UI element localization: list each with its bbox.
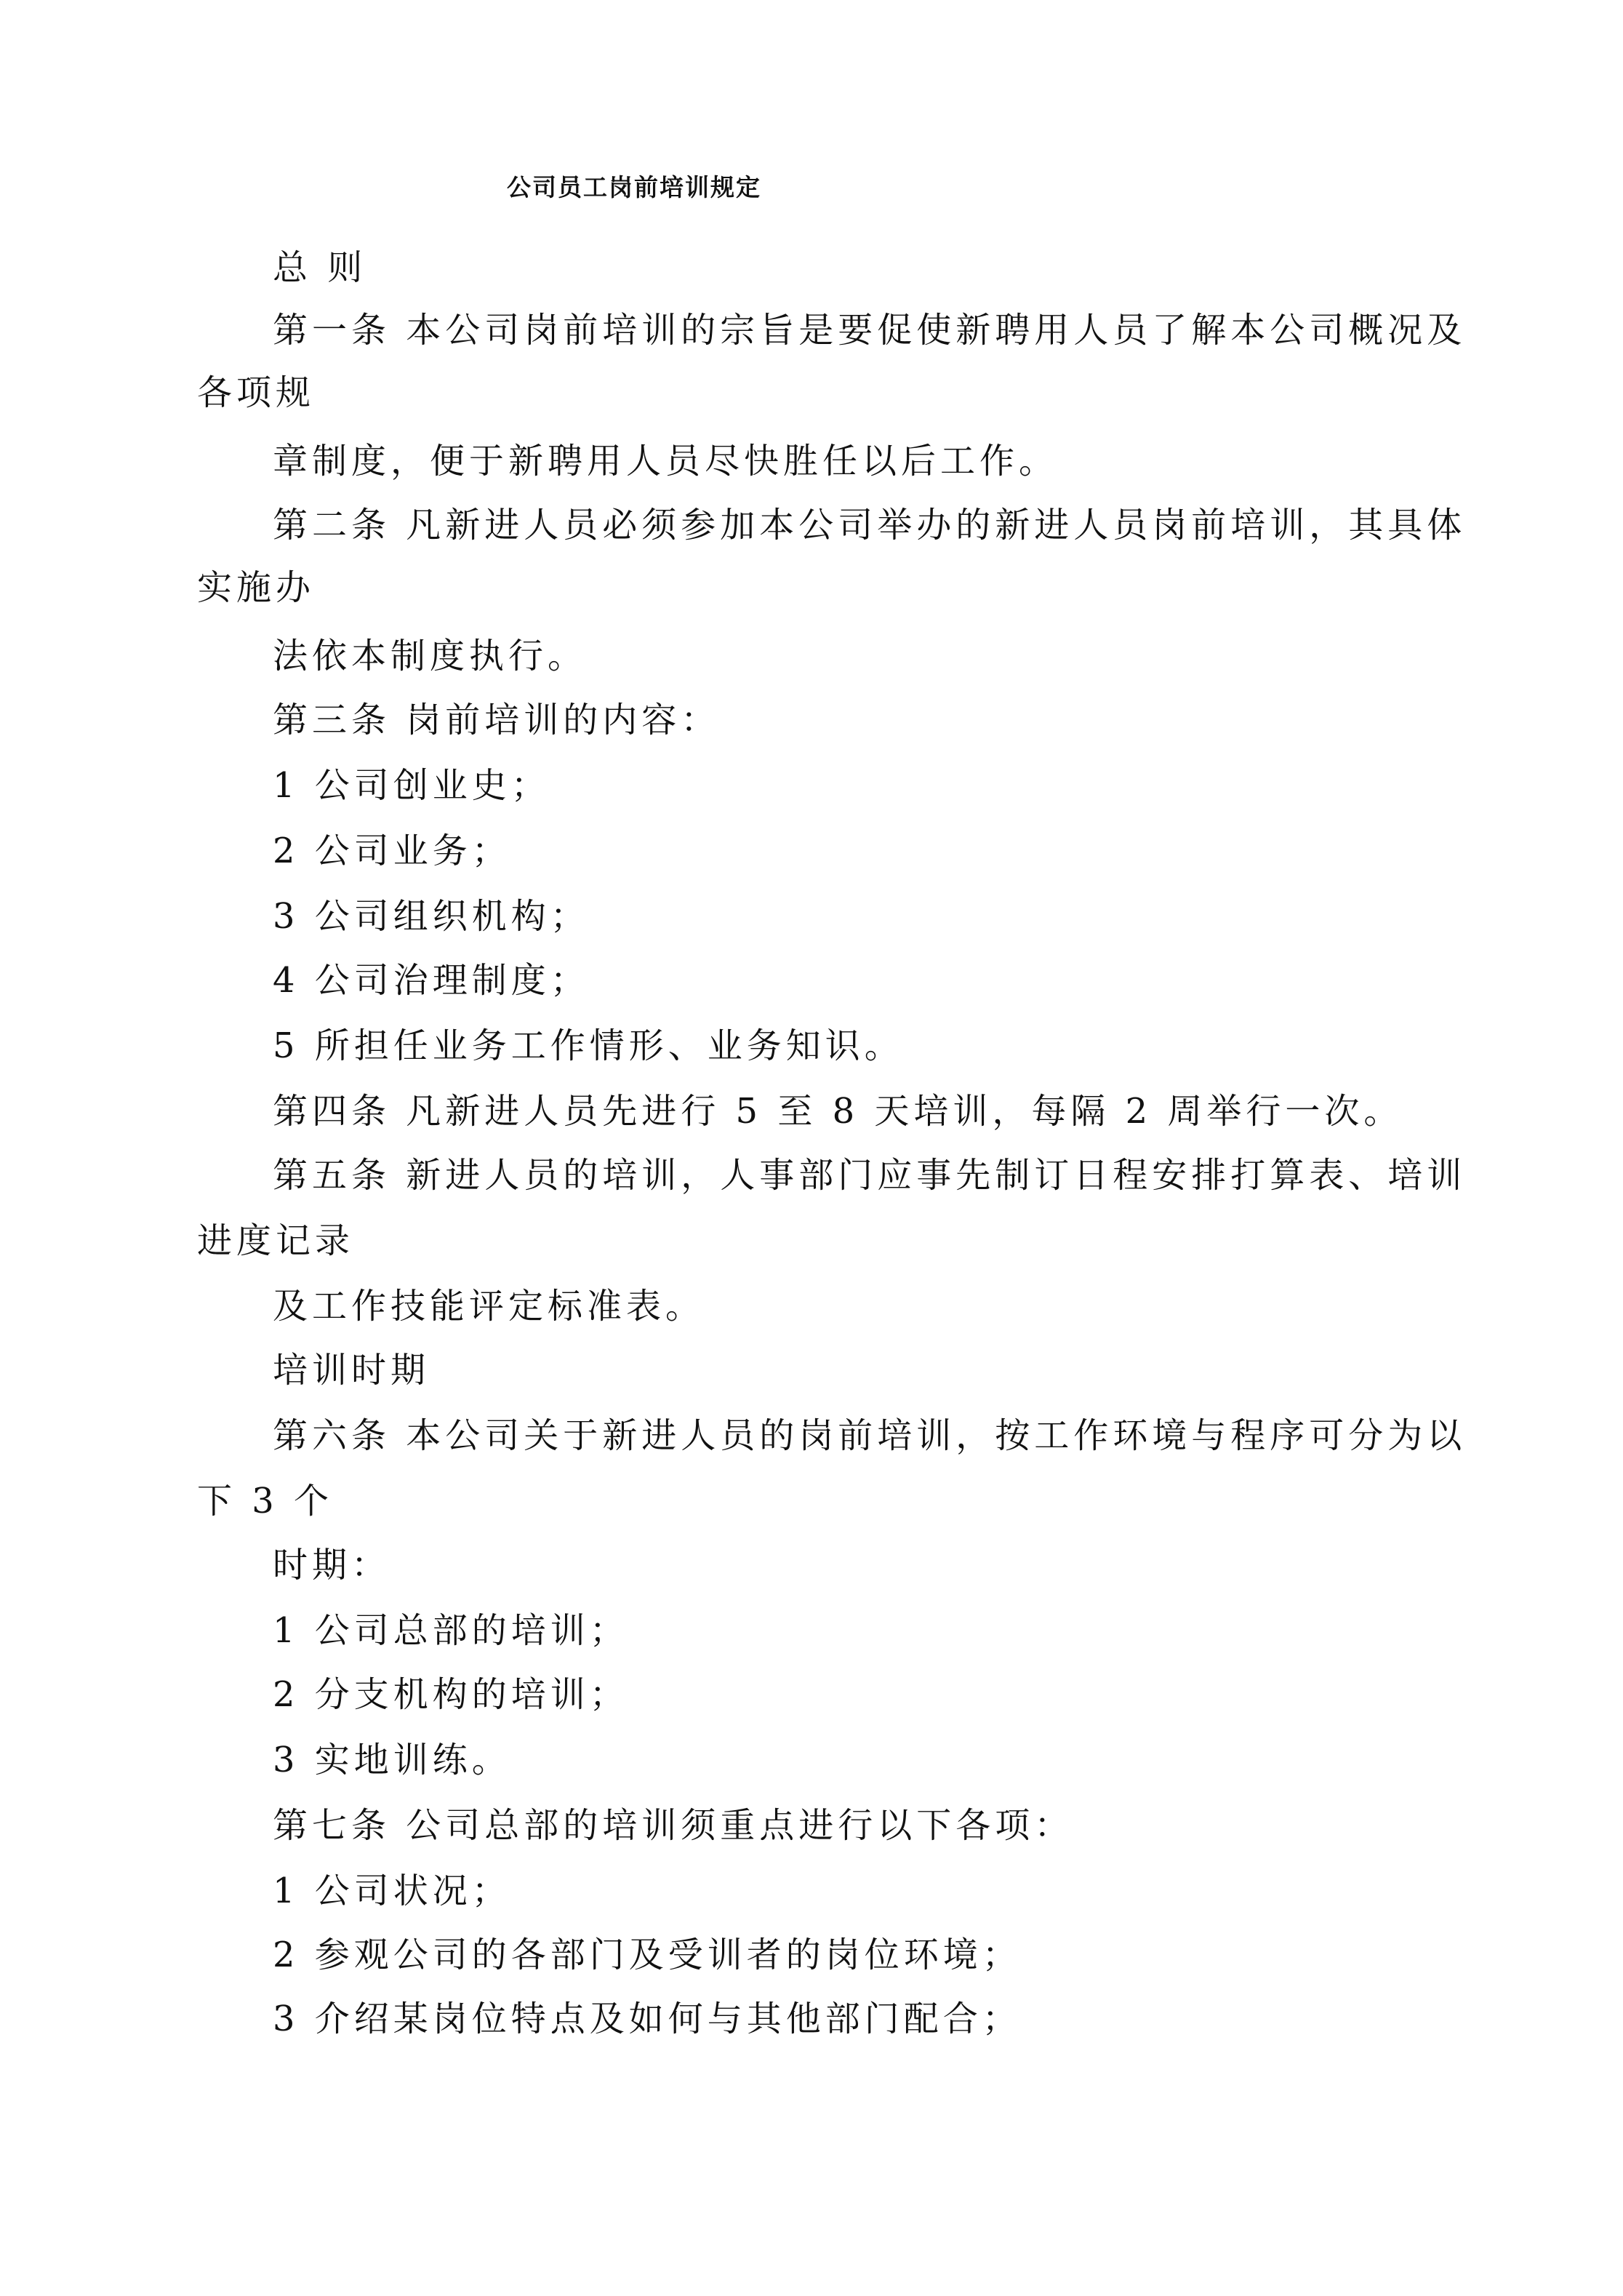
- paragraph-line: 实施办: [197, 567, 316, 608]
- section-heading-training-period: 培训时期: [273, 1350, 430, 1391]
- paragraph-line: 法依本制度执行。: [273, 636, 588, 676]
- list-item: 5 所担任业务工作情形、业务知识。: [273, 1025, 904, 1066]
- section-heading-general: 总 则: [273, 247, 367, 288]
- paragraph-line: 各项规: [197, 372, 316, 413]
- paragraph-line: 章制度，便于新聘用人员尽快胜任以后工作。: [273, 441, 1059, 481]
- list-item: 4 公司治理制度；: [273, 960, 590, 1001]
- list-item: 1 公司总部的培训；: [273, 1610, 629, 1651]
- list-item: 2 分支机构的培训；: [273, 1674, 629, 1715]
- paragraph-line: 第二条 凡新进人员必须参加本公司举办的新进人员岗前培训，其具体: [273, 505, 1467, 545]
- list-item: 3 公司组织机构；: [273, 896, 590, 937]
- list-item: 2 公司业务；: [273, 831, 511, 871]
- paragraph-line: 时期：: [273, 1545, 391, 1585]
- paragraph-line: 进度记录: [197, 1220, 355, 1261]
- document-title: 公司员工岗前培训规定: [507, 173, 761, 201]
- paragraph-line: 第四条 凡新进人员先进行 5 至 8 天培训，每隔 2 周举行一次。: [273, 1091, 1403, 1132]
- paragraph-line: 第七条 公司总部的培训须重点进行以下各项：: [273, 1805, 1074, 1846]
- list-item: 1 公司创业史；: [273, 765, 550, 806]
- paragraph-line: 第一条 本公司岗前培训的宗旨是要促使新聘用人员了解本公司概况及: [273, 310, 1467, 351]
- paragraph-line: 第五条 新进人员的培训，人事部门应事先制订日程安排打算表、培训: [273, 1155, 1467, 1196]
- list-item: 3 介绍某岗位特点及如何与其他部门配合；: [273, 1999, 1022, 2039]
- paragraph-line: 第六条 本公司关于新进人员的岗前培训，按工作环境与程序可分为以: [273, 1415, 1467, 1456]
- paragraph-line: 第三条 岗前培训的内容：: [273, 700, 721, 740]
- list-item: 2 参观公司的各部门及受训者的岗位环境；: [273, 1935, 1022, 1975]
- list-item: 1 公司状况；: [273, 1871, 511, 1911]
- paragraph-line: 及工作技能评定标准表。: [273, 1286, 705, 1327]
- paragraph-line: 下 3 个: [197, 1481, 334, 1521]
- list-item: 3 实地训练。: [273, 1740, 511, 1780]
